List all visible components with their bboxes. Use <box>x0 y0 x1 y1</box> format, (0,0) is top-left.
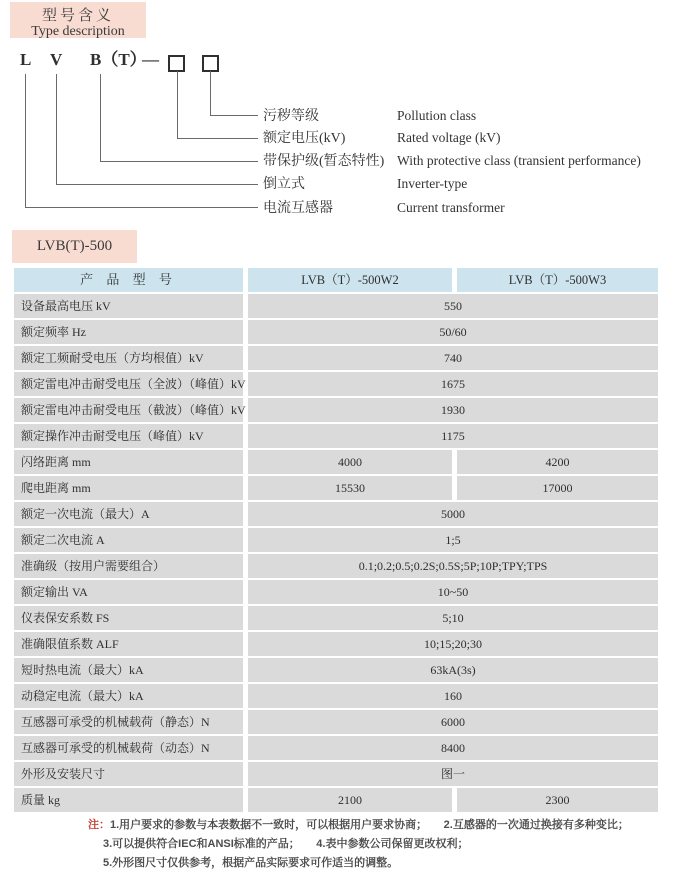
connector-line-bt2 <box>100 136 101 162</box>
page-title-en: Type description <box>31 24 125 39</box>
diagram-label-rated-voltage <box>263 129 501 147</box>
spec-value: 1175 <box>248 424 658 448</box>
model-label: LVB(T)-500 <box>36 238 113 254</box>
spec-value: 10;15;20;30 <box>248 632 658 656</box>
table-row <box>14 684 658 708</box>
spec-value-w2: 4000 <box>248 450 452 474</box>
spec-value: 160 <box>248 684 658 708</box>
spec-label: 短时热电流（最大）kA <box>14 658 243 682</box>
spec-label: 互感器可承受的机械载荷（静态）N <box>14 710 243 734</box>
spec-value-w3: 4200 <box>457 450 658 474</box>
table-row <box>14 606 658 630</box>
spec-value: 550 <box>248 294 658 318</box>
connector-line-l <box>25 74 26 208</box>
connector-line-voltage <box>177 138 258 139</box>
spec-value: 50/60 <box>248 320 658 344</box>
note-prefix: 注： <box>88 819 110 831</box>
connector-line-pollution <box>210 115 258 116</box>
note-line-2: 3.可以提供符合IEC和ANSI标准的产品； 4.表中参数公司保留更改权利； <box>103 838 469 850</box>
diagram-label-inverter-type <box>263 175 468 193</box>
label-cn: 污秽等级 <box>263 109 319 124</box>
type-code-diagram <box>0 0 678 228</box>
label-en: With protective class (transient performance) <box>397 153 641 168</box>
spec-value: 1;5 <box>248 528 658 552</box>
spec-label: 准确级（按用户需要组合） <box>14 554 243 578</box>
table-header-row <box>14 268 658 292</box>
table-row <box>14 632 658 656</box>
spec-label: 动稳定电流（最大）kA <box>14 684 243 708</box>
note-line-1 <box>88 816 648 835</box>
spec-value-w2: 15530 <box>248 476 452 500</box>
spec-label: 设备最高电压 kV <box>14 294 243 318</box>
spec-label: 外形及安装尺寸 <box>14 762 243 786</box>
col-header-w3: LVB（T）-500W3 <box>457 268 658 292</box>
spec-label: 额定操作冲击耐受电压（峰值）kV <box>14 424 243 448</box>
spec-value: 63kA(3s) <box>248 658 658 682</box>
table-row <box>14 398 658 422</box>
table-row <box>14 658 658 682</box>
spec-label: 闪络距离 mm <box>14 450 243 474</box>
label-en: Current transformer <box>397 200 505 215</box>
table-row <box>14 294 658 318</box>
spec-value: 5000 <box>248 502 658 526</box>
spec-value: 1930 <box>248 398 658 422</box>
type-code-dash: — <box>142 50 159 69</box>
table-row <box>14 476 658 500</box>
table-row <box>14 502 658 526</box>
connector-line-box1 <box>177 71 178 139</box>
spec-value-w2: 2100 <box>248 788 452 812</box>
spec-value-w3: 17000 <box>457 476 658 500</box>
label-cn: 额定电压(kV) <box>263 131 346 146</box>
connector-line-bt <box>100 74 101 136</box>
diagram-label-current-transformer <box>263 199 505 217</box>
spec-value: 10~50 <box>248 580 658 604</box>
table-row <box>14 450 658 474</box>
label-cn: 带保护级(暂态特性) <box>263 154 385 169</box>
spec-label: 额定二次电流 A <box>14 528 243 552</box>
label-en: Rated voltage (kV) <box>397 130 501 145</box>
spec-value: 1675 <box>248 372 658 396</box>
label-en: Inverter-type <box>397 176 468 191</box>
page-title-cn: 型号含义 <box>41 8 114 24</box>
table-row <box>14 788 658 812</box>
spec-value: 图一 <box>248 762 658 786</box>
label-en: Pollution class <box>397 108 477 123</box>
spec-label: 互感器可承受的机械载荷（动态）N <box>14 736 243 760</box>
note-line-3: 5.外形图尺寸仅供参考，根据产品实际要求可作适当的调整。 <box>103 857 399 869</box>
connector-line-box2 <box>210 71 211 116</box>
spec-label: 额定工频耐受电压（方均根值）kV <box>14 346 243 370</box>
connector-line-inverter <box>56 184 258 185</box>
table-row <box>14 320 658 344</box>
spec-value: 5;10 <box>248 606 658 630</box>
type-code-letter-bt: B（T） <box>90 50 147 69</box>
connector-line-v <box>56 74 57 185</box>
spec-label: 质量 kg <box>14 788 243 812</box>
table-row <box>14 580 658 604</box>
spec-value: 0.1;0.2;0.5;0.2S;0.5S;5P;10P;TPY;TPS <box>248 554 658 578</box>
spec-rows <box>14 294 658 812</box>
table-row <box>14 346 658 370</box>
notes <box>88 816 648 873</box>
type-code-box-1 <box>168 55 185 72</box>
spec-value: 6000 <box>248 710 658 734</box>
connector-line-protective <box>100 161 258 162</box>
table-row <box>14 528 658 552</box>
spec-value: 740 <box>248 346 658 370</box>
type-code-box-2 <box>202 55 219 72</box>
type-code-letter-l: L <box>20 50 32 69</box>
col-header-product-model: 产 品 型 号 <box>14 268 243 292</box>
spec-value-w3: 2300 <box>457 788 658 812</box>
connector-line-ct <box>25 207 258 208</box>
table-row <box>14 554 658 578</box>
spec-label: 爬电距离 mm <box>14 476 243 500</box>
type-code-letter-v: V <box>50 50 63 69</box>
spec-label: 额定频率 Hz <box>14 320 243 344</box>
table-row <box>14 372 658 396</box>
spec-label: 额定一次电流（最大）A <box>14 502 243 526</box>
spec-label: 额定雷电冲击耐受电压（全波）（峰值）kV <box>14 372 243 396</box>
diagram-label-pollution <box>263 107 477 125</box>
spec-value: 8400 <box>248 736 658 760</box>
model-label-box <box>12 230 137 263</box>
table-row <box>14 736 658 760</box>
spec-label: 仪表保安系数 FS <box>14 606 243 630</box>
spec-label: 额定雷电冲击耐受电压（截波）（峰值）kV <box>14 398 243 422</box>
label-cn: 倒立式 <box>263 177 305 192</box>
label-cn: 电流互感器 <box>263 201 333 216</box>
table-row <box>14 762 658 786</box>
note-text: 1.用户要求的参数与本表数据不一致时，可以根据用户要求协商； 2.互感器的一次通过换接有多种变比； <box>110 819 629 831</box>
col-header-w2: LVB（T）-500W2 <box>248 268 452 292</box>
spec-table <box>14 268 658 812</box>
table-row <box>14 424 658 448</box>
spec-label: 额定输出 VA <box>14 580 243 604</box>
table-row <box>14 710 658 734</box>
spec-label: 准确限值系数 ALF <box>14 632 243 656</box>
diagram-label-protective-class <box>263 152 641 170</box>
